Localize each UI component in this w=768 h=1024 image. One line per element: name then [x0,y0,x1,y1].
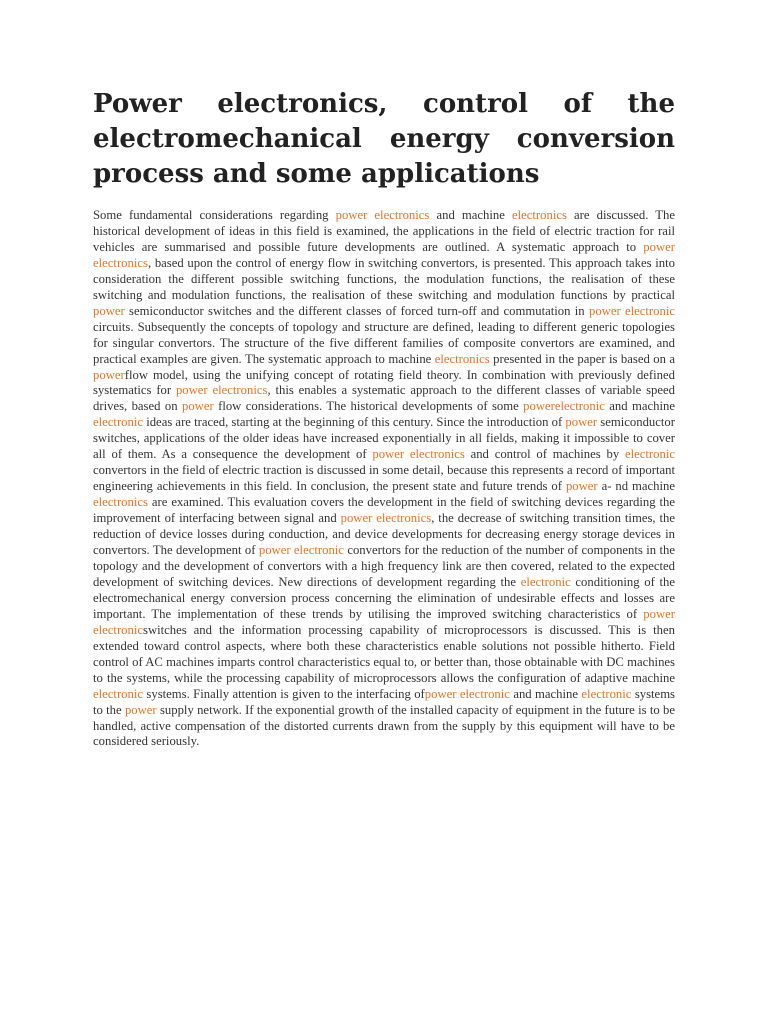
abstract-text: are discussed. The historical development of ideas in this field is examined, the applications in the field of electric traction for rail vehicles are summarised and possible future developments are outlined. A systematic approach to [93,208,675,254]
keyword-link[interactable]: power [565,479,598,494]
abstract-text: a- nd machine [597,479,675,494]
abstract-text: systems. Finally attention is given to the interfacing of [143,686,425,701]
keyword-link[interactable]: power electronics [175,383,268,398]
abstract-text: convertors for the reduction of the number of components in the topology and the development of convertors with a high frequency link are then covered, related to the expected development of switching devices. New directions of development regarding the [93,543,675,589]
keyword-link[interactable]: power [124,702,157,717]
keyword-link[interactable]: power electronics [340,511,432,526]
keyword-link[interactable]: power electronic [258,543,344,558]
abstract-text: and machine [604,399,675,414]
abstract-text: are examined. This evaluation covers the development in the field of switching devices regarding the improvement of interfacing between signal and [93,495,675,526]
abstract-text: semiconductor switches and the different classes of forced turn-off and commutation in [124,303,589,318]
keyword-link[interactable]: power electronic [424,686,510,701]
keyword-link[interactable]: electronic [624,447,675,462]
keyword-link[interactable]: electronic [93,415,144,430]
abstract-text: , this enables a systematic approach to the different classes of variable speed drives, based on [93,383,675,414]
keyword-link[interactable]: power [181,399,214,414]
abstract-text: convertors in the field of electric traction is discussed in some detail, because this represents a record of important engineering achievements in this field. In conclusion, the present state and future trends of [93,463,675,494]
abstract-text: systems to the [93,686,675,717]
keyword-link[interactable]: power [93,303,125,318]
keyword-link[interactable]: electronic [581,686,632,701]
keyword-link[interactable]: power electronics [93,239,675,270]
abstract-text: , based upon the control of energy flow in switching convertors, is presented. This approach takes into consideration the different possible switching functions, the modulation functions, the realisation of these switching and modulation functions, the realisation of these switching and modulation functions by practical [93,255,675,302]
keyword-link[interactable]: electronic [93,686,144,701]
abstract-text: and machine [509,686,582,701]
abstract-text: , the decrease of switching transition times, the reduction of device losses during conduction, and device developments for decreasing energy storage devices in convertors. The development of [93,511,675,558]
abstract-text: presented in the paper is based on a [489,351,675,366]
keyword-link[interactable]: electronics [511,208,567,222]
keyword-link[interactable]: power [565,415,598,430]
keyword-link[interactable]: power electronic [588,303,675,318]
abstract-text: switches and the information processing capability of microprocessors is discussed. This is then extended toward control aspects, where both these characteristics enable solutions not possible hitherto. Field control of AC machines imparts control characteristics equal to, or better than, those obtainable with DC machines to the systems, while the processing capability of microprocessors allows the configuration of adaptive machine [93,622,675,685]
keyword-link[interactable]: power electronic [93,606,675,637]
abstract-text: and machine [429,208,512,222]
abstract-text: conditioning of the electromechanical energy conversion process concerning the elimination of undesirable effects and losses are important. The implementation of these trends by utilising the improved switching characteristics of [93,574,675,621]
abstract-text: supply network. If the exponential growth of the installed capacity of equipment in the future is to be handled, active compensation of the distorted currents drawn from the supply by this equipment will have to be considered seriously. [93,702,675,749]
abstract-text: flow model, using the unifying concept of rotating field theory. In combination with previously defined systematics for [93,367,675,398]
keyword-link[interactable]: powerelectronic [523,399,605,414]
abstract-text: ideas are traced, starting at the beginning of this century. Since the introduction of [143,415,566,430]
abstract-text: circuits. Subsequently the concepts of topology and structure are defined, leading to different generic topologies for singular convertors. The structure of the five different families of composite convertors are examined, and practical examples are given. The systematic approach to machine [93,319,675,366]
keyword-link[interactable]: power electronics [335,208,430,222]
abstract-text: and control of machines by [464,447,625,462]
keyword-link[interactable]: electronic [520,574,571,589]
abstract-text: Some fundamental considerations regarding [93,208,336,222]
document-title: Power electronics, control of the electromechanical energy conversion process and some applications [93,89,675,189]
abstract-text: flow considerations. The historical developments of some [213,399,524,414]
keyword-link[interactable]: power electronics [372,447,465,462]
abstract-text: semiconductor switches, applications of the older ideas have increased exponentially in all fields, making it impossible to cover all of them. As a consequence the development of [93,415,675,462]
abstract-paragraph [93,208,675,750]
document-page [93,87,675,750]
keyword-link[interactable]: power [93,367,125,382]
keyword-link[interactable]: electronics [434,351,490,366]
keyword-link[interactable]: electronics [93,495,148,510]
